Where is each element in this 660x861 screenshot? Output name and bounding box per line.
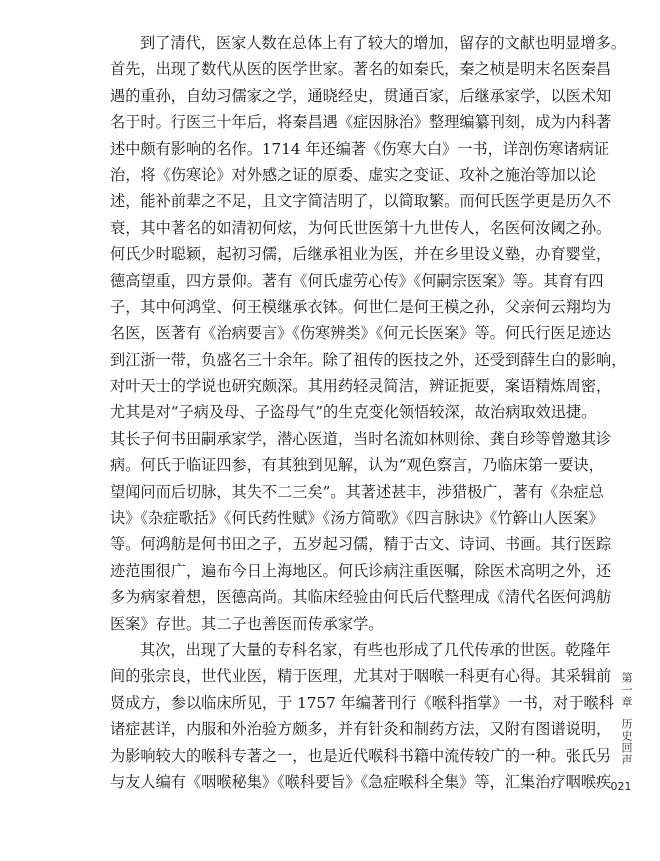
text-line: 多为病家着想，医德高尚。其临床经验由何氏后代整理成《清代名医何鸿舫 <box>110 588 612 607</box>
text-line: 名医，医著有《治病要言》《伤寒辨类》《何元长医案》等。何氏行医足迹达 <box>110 324 612 343</box>
text-line: 述中颇有影响的名作。1714 年还编著《伤寒大白》一书，详剖伤寒诸病证 <box>110 139 610 158</box>
text-line: 何氏少时聪颖，起初习儒，后继承祖业为医，并在乡里设义塾，办育婴堂， <box>110 245 612 264</box>
text-line: 诸症甚详，内服和外治验方颇多，并有针灸和制药方法，又附有图谱说明， <box>110 720 612 739</box>
text-line: 对叶天士的学说也研究颇深。其用药轻灵简洁，辨证扼要，案语精炼周密， <box>110 377 612 396</box>
text-line: 首先，出现了数代从医的医学世家。著名的如秦氏，秦之桢是明末名医秦昌 <box>110 60 612 79</box>
text-line: 治，将《伤寒论》对外感之证的原委、虚实之变证、攻补之施治等加以论 <box>110 165 596 184</box>
text-line: 其长子何书田嗣承家学，潜心医道，当时名流如林则徐、龚自珍等曾邀其诊 <box>110 429 612 448</box>
text-line: 望闻问而后切脉，其失不二三矣”。其著述甚丰，涉猎极广，著有《杂症总 <box>110 482 604 501</box>
text-line: 尤其是对“子病及母、子盗母气”的生克变化领悟较深，故治病取效迅捷。 <box>110 403 597 422</box>
text-line: 间的张宗良，世代业医，精于医理，尤其对于咽喉一科更有心得。其采辑前 <box>110 667 612 686</box>
text-line: 与友人编有《咽喉秘集》《喉科要旨》《急症喉科全集》等，汇集治疗咽喉疾 <box>110 772 612 791</box>
text-line: 医案》存世。其二子也善医而传承家学。 <box>110 614 384 633</box>
text-line: 名于时。行医三十年后，将秦昌遇《症因脉治》整理编纂刊刻，成为内科著 <box>110 113 612 132</box>
text-line: 述，能补前辈之不足，且文字简洁明了，以简取繁。而何氏医学更是历久不 <box>110 192 612 211</box>
text-line: 为影响较大的喉科专著之一，也是近代喉科书籍中流传较广的一种。张氏另 <box>110 746 612 765</box>
text-line: 遇的重孙，自幼习儒家之学，通晓经史，贯通百家，后继承家学，以医术知 <box>110 86 612 105</box>
text-line: 到了清代，医家人数在总体上有了较大的增加，留存的文献也明显增多。 <box>140 34 626 52</box>
text-line: 德高望重，四方景仰。著有《何氏虚劳心传》《何嗣宗医案》等。其育有四 <box>110 271 604 290</box>
text-line: 其次，出现了大量的专科名家，有些也形成了几代传承的世医。乾隆年 <box>140 640 611 659</box>
text-line: 到江浙一带，负盛名三十余年。除了祖传的医技之外，还受到薛生白的影响， <box>110 350 627 369</box>
text-line: 迹范围很广，遍布今日上海地区。何氏诊病注重医嘱，除医术高明之外，还 <box>110 561 612 580</box>
page-number: 021 <box>610 780 632 793</box>
text-line: 等。何鸿舫是何书田之子，五岁起习儒，精于古文、诗词、书画。其行医踪 <box>110 535 612 554</box>
text-line: 子，其中何鸿堂、何王模继承衣钵。何世仁是何王模之孙，父亲何云翔均为 <box>110 297 612 316</box>
section-label: 历史回声 <box>620 718 633 766</box>
text-line: 诀》《杂症歌括》《何氏药性赋》《汤方简歌》《四言脉诀》《竹簳山人医案》 <box>110 509 604 528</box>
chapter-label: 第一章 <box>620 672 633 708</box>
text-line: 病。何氏于临证四参，有其独到见解，认为“观色察言，乃临床第一要诀， <box>110 456 604 475</box>
text-line: 贤成方，参以临床所见，于 1757 年编著刊行《喉科指掌》一书，对于喉科 <box>110 693 614 712</box>
text-line: 衰，其中著名的如清初何炫，为何氏世医第十九世传人，名医何汝阈之孙。 <box>110 218 612 237</box>
